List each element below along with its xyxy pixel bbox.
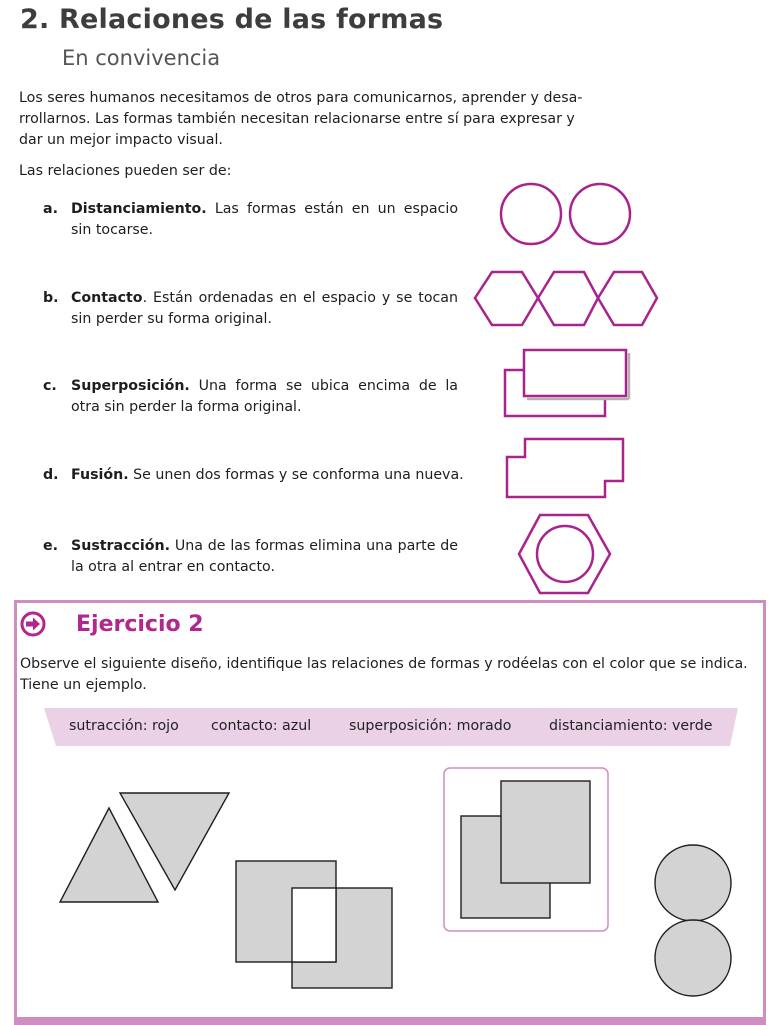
item-letter: c.	[43, 378, 57, 394]
relation-item-contacto	[43, 288, 458, 330]
circle-shape	[655, 845, 731, 921]
item-term: Superposición.	[71, 378, 190, 394]
hexagon-shape	[598, 272, 657, 325]
sustraccion-shape	[519, 515, 610, 593]
item-term: Distanciamiento.	[71, 201, 207, 217]
relation-item-fusion	[43, 465, 473, 486]
item-letter: a.	[43, 201, 58, 217]
item-text: Una de las formas elimina una parte de la otra al entrar en contacto.	[71, 538, 458, 575]
circle-shape	[570, 184, 630, 244]
relations-lead: Las relaciones pueden ser de:	[19, 163, 232, 179]
item-term: Fusión.	[71, 467, 129, 483]
cutout-region	[292, 888, 336, 962]
item-term: Sustracción.	[71, 538, 171, 554]
intro-line: rrollarnos. Las formas también necesitan relacionarse entre sí para expresar y	[19, 111, 575, 127]
item-text: Las formas están en un espacio sin tocarse.	[71, 201, 458, 238]
circle-cutout	[537, 526, 593, 582]
intro-line: Los seres humanos necesitamos de otros para comunicarnos, aprender y desa-	[19, 90, 583, 106]
relation-item-distanciamiento	[43, 199, 458, 241]
fusion-shape	[507, 439, 623, 497]
superposicion-rectangles	[505, 350, 629, 416]
item-text: Una forma se ubica encima de la otra sin perder la forma original.	[71, 378, 458, 415]
legend-contacto: contacto: azul	[211, 718, 312, 734]
item-letter: b.	[43, 290, 59, 306]
intro-line: dar un mejor impacto visual.	[19, 132, 223, 148]
front-rectangle	[524, 350, 626, 396]
exercise-design	[40, 760, 760, 1010]
relation-item-sustraccion	[43, 536, 458, 578]
distanciamiento-circles	[501, 184, 630, 244]
relation-item-superposicion	[43, 376, 458, 418]
exercise-instructions: Observe el siguiente diseño, identifique las relaciones de formas y rodéelas con el color que se indica. Tiene un ejemplo.	[20, 656, 748, 693]
circle-shape	[655, 920, 731, 996]
hexagon-shape	[475, 272, 538, 325]
item-text: Se unen dos formas y se conforma una nueva.	[128, 467, 464, 483]
page-subtitle: En convivencia	[62, 46, 221, 70]
intro-paragraph	[19, 88, 609, 151]
item-letter: d.	[43, 467, 59, 483]
superposicion-squares	[461, 781, 590, 918]
relation-illustrations	[465, 175, 675, 605]
page-title: 2. Relaciones de las formas	[20, 4, 444, 35]
sustraccion-rectangles	[236, 861, 392, 988]
contacto-circles	[655, 845, 731, 996]
circle-shape	[501, 184, 561, 244]
item-term: Contacto	[71, 290, 143, 306]
hexagon-shape	[538, 272, 598, 325]
front-square	[501, 781, 590, 883]
legend-superposicion: superposición: morado	[349, 718, 512, 734]
contacto-hexagons	[475, 272, 657, 325]
item-letter: e.	[43, 538, 59, 554]
item-text: . Están ordenadas en el espacio y se tocan sin perder su forma original.	[71, 290, 458, 327]
exercise-title: Ejercicio 2	[76, 612, 204, 637]
legend-distanciamiento: distanciamiento: verde	[549, 718, 713, 734]
legend-sustraccion: sutracción: rojo	[69, 718, 179, 734]
arrow-circle-icon	[20, 611, 46, 637]
